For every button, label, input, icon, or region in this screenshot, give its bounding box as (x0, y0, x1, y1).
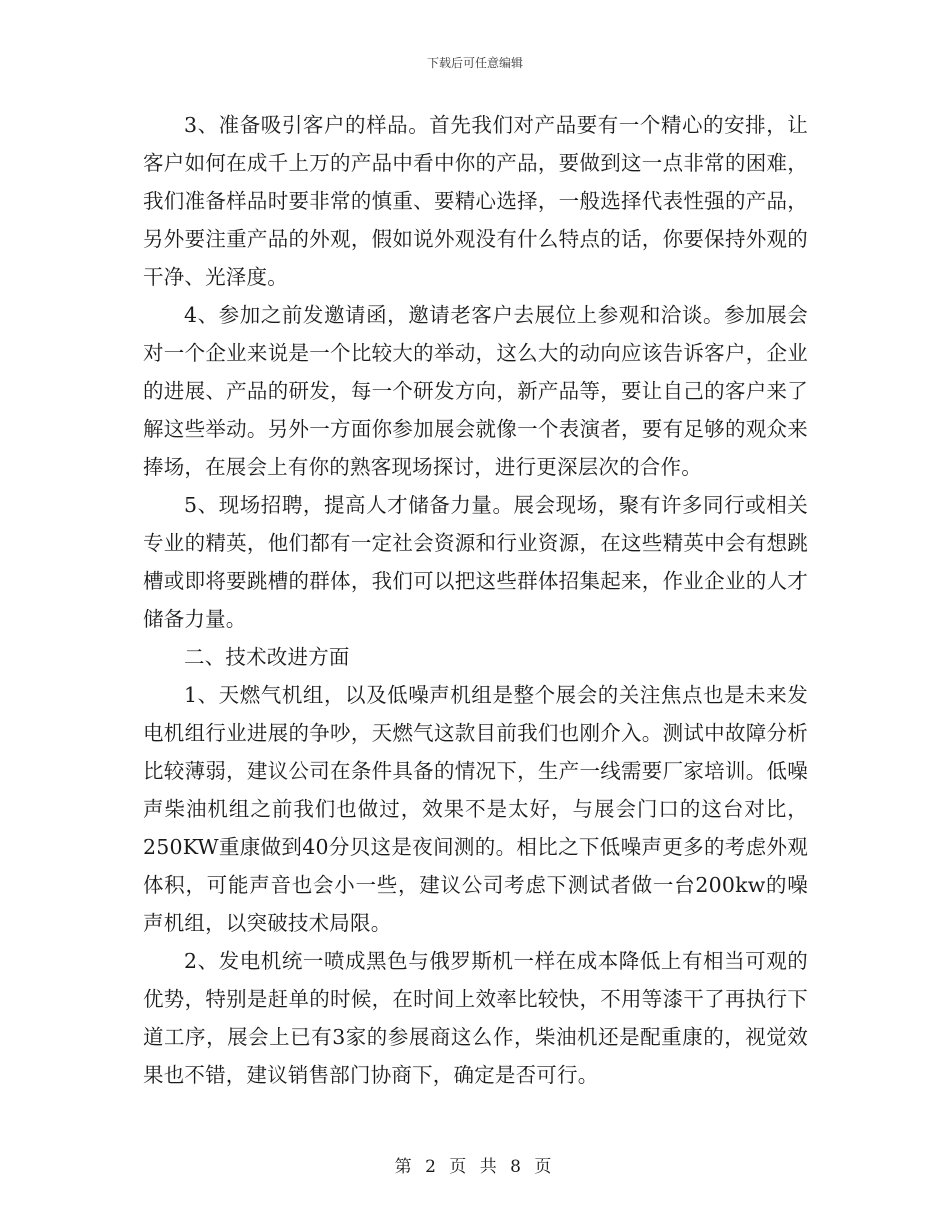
paragraph-recruitment: 5、现场招聘，提高人才储备力量。展会现场，聚有许多同行或相关专业的精英，他们都有一定社会资源和行业资源，在这些精英中会有想跳槽或即将要跳槽的群体，我们可以把这些群体招集起来，作业企业的人才储备力量。 (143, 493, 808, 631)
page-header: 下载后可任意编辑 (426, 56, 523, 70)
paragraph-sample-preparation: 3、准备吸引客户的样品。首先我们对产品要有一个精心的安排，让客户如何在成千上万的产品中看中你的产品，要做到这一点非常的困难，我们准备样品时要非常的慎重、要精心选择，一般选择代表性强的产品，另外要注重产品的外观，假如说外观没有什么特点的话，你要保持外观的干净、光泽度。 (143, 113, 808, 289)
paragraph-gas-generator: 1、天燃气机组，以及低噪声机组是整个展会的关注焦点也是未来发电机组行业进展的争吵，天燃气这款目前我们也刚介入。测试中故障分析比较薄弱，建议公司在条件具备的情况下，生产一线需要厂家培训。低噪声柴油机组之前我们也做过，效果不是太好，与展会门口的这台对比，250KW重康做到40分贝这是夜间测的。相比之下低噪声更多的考虑外观体积，可能声音也会小一些，建议公司考虑下测试者做一台200kw的噪声机组，以突破技术局限。 (143, 683, 808, 935)
page-footer: 第 2 页 共 8 页 (394, 1157, 556, 1177)
document-body (143, 106, 808, 1094)
section-heading-technical: 二、技术改进方面 (184, 645, 350, 669)
paragraph-invitation: 4、参加之前发邀请函，邀请老客户去展位上参观和洽谈。参加展会对一个企业来说是一个比较大的举动，这么大的动向应该告诉客户，企业的进展、产品的研发，每一个研发方向，新产品等，要让自己的客户来了解这些举动。另外一方面你参加展会就像一个表演者，要有足够的观众来捧场，在展会上有你的熟客现场探讨，进行更深层次的合作。 (143, 303, 808, 479)
paragraph-black-paint: 2、发电机统一喷成黑色与俄罗斯机一样在成本降低上有相当可观的优势，特别是赶单的时候，在时间上效率比较快，不用等漆干了再执行下道工序，展会上已有3家的参展商这么作，柴油机还是配重康的，视觉效果也不错，建议销售部门协商下，确定是否可行。 (143, 949, 808, 1087)
